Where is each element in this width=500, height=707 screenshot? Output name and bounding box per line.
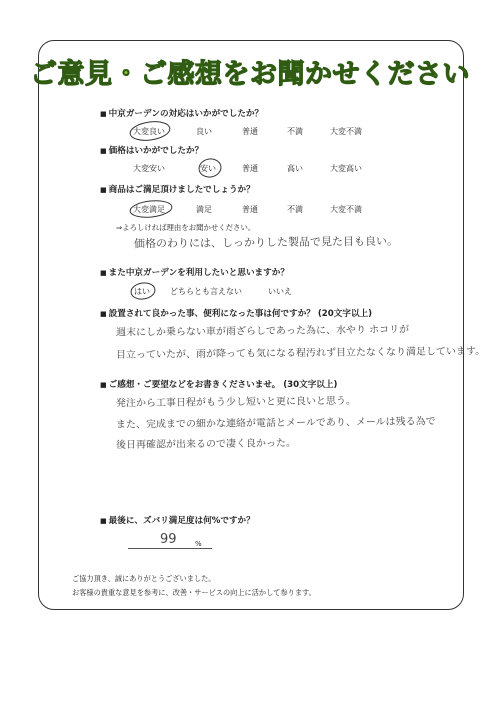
bullet-icon: ■ (100, 147, 107, 155)
question-good-points: ■ 設置されて良かった事、便利になった事は何ですか？ (20文字以上) (100, 309, 373, 319)
option-service-3[interactable]: 不満 (287, 127, 303, 136)
option-reuse-0[interactable]: はい (134, 287, 150, 296)
option-reuse-2[interactable]: いいえ (268, 287, 292, 296)
option-reuse-1[interactable]: どちらとも言えない (170, 287, 242, 296)
question-service: ■ 中京ガーデンの対応はいかがでしたか？ (100, 109, 264, 119)
footer-thanks: ご協力頂き、誠にありがとうございました。 (72, 574, 216, 583)
bullet-icon: ■ (100, 110, 107, 118)
question-feedback: ■ ご感想・ご要望などをお書きくださいませ。 (30文字以上) (100, 380, 338, 390)
footer-note: お客様の貴重な意見を参考に、改善・サービスの向上に活かして参ります。 (72, 588, 316, 597)
question-price: ■ 価格はいかがでしたか？ (100, 146, 204, 156)
reason-note: ⇒よろしければ理由をお聞かせください。 (116, 223, 256, 232)
satisfaction-underline (128, 548, 212, 549)
question-product: ■ 商品はご満足頂けましたでしょうか？ (100, 185, 255, 195)
option-price-4[interactable]: 大変高い (330, 164, 362, 173)
feedback-answer-line-3[interactable]: 後日再確認が出来るので凄く良かった。 (115, 438, 297, 451)
bullet-icon: ■ (100, 381, 107, 389)
option-product-2[interactable]: 普通 (242, 205, 258, 214)
bullet-icon: ■ (100, 269, 107, 277)
bullet-icon: ■ (100, 310, 107, 318)
bullet-icon: ■ (100, 186, 107, 194)
option-price-2[interactable]: 普通 (242, 164, 258, 173)
reason-answer[interactable]: 価格のわりには、しっかりした製品で見た目も良い。 (133, 234, 399, 251)
option-service-0[interactable]: 大変良い (133, 127, 165, 136)
option-price-3[interactable]: 高い (287, 164, 303, 173)
option-service-2[interactable]: 普通 (242, 127, 258, 136)
satisfaction-value[interactable]: 99 (160, 532, 177, 547)
good-points-answer-line-1[interactable]: 週末にしか乗らない車が雨ざらしであった為に、水やり ホコリが (115, 324, 410, 339)
feedback-answer-line-2[interactable]: また、完成までの細かな連絡が電話とメールであり、メールは残る為で (115, 416, 436, 431)
question-reuse: ■ また中京ガーデンを利用したいと思いますか？ (100, 268, 289, 278)
option-product-0[interactable]: 大変満足 (133, 205, 165, 214)
feedback-answer-line-1[interactable]: 発注から工事日程がもう少し短いと更に良いと思う。 (115, 395, 357, 410)
good-points-answer-line-2[interactable]: 目立っていたが、雨が降っても気になる程汚れず目立たなくなり満足しています。 (115, 346, 486, 361)
option-service-1[interactable]: 良い (196, 127, 212, 136)
question-satisfaction: ■ 最後に、ズバリ満足度は何%ですか？ (100, 516, 255, 526)
option-product-3[interactable]: 不満 (287, 205, 303, 214)
option-product-4[interactable]: 大変不満 (330, 205, 362, 214)
page-title: ご意見・ご感想をお聞かせください (30, 59, 470, 90)
option-price-1[interactable]: 安い (200, 164, 216, 173)
option-product-1[interactable]: 満足 (196, 205, 212, 214)
satisfaction-unit: % (195, 540, 202, 548)
option-service-4[interactable]: 大変不満 (330, 127, 362, 136)
bullet-icon: ■ (100, 517, 107, 525)
option-price-0[interactable]: 大変安い (133, 164, 165, 173)
